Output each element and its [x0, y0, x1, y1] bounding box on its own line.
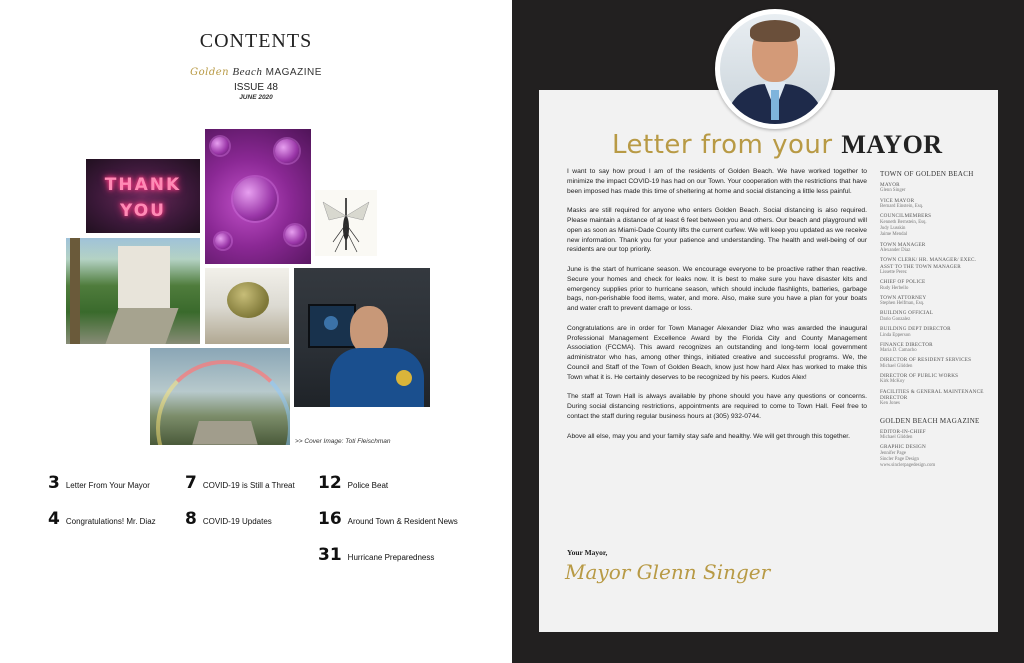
- staff-person: Kirk McKoy: [880, 379, 905, 385]
- toc-page-number: 31: [318, 545, 342, 565]
- staff-role: VICE MAYOR: [880, 197, 915, 204]
- staff-person: Michael Glidden: [880, 434, 913, 440]
- letter-paragraph: Congratulations are in order for Town Manager Alexander Diaz who was awarded the inaugural Professional Management Excellence Award by the Florida City and County Management Association (FCCMA). This award recognizes an outstanding and long-term local government administrator who has, among other things, initiated creative and successful programs. We, the Council and Staff of the Town of Golden Beach, know just how hard Alex has worked to make this Town what it is. He certainly deserves to be recognized by his peers. Kudos Alex!: [567, 324, 867, 381]
- toc-item[interactable]: [185, 509, 272, 529]
- staff-person: Glenn Singer: [880, 188, 906, 194]
- staff-person: Linda Epperson: [880, 332, 911, 338]
- staff-person: Sincler Page Design: [880, 456, 919, 462]
- toc-label: COVID-19 Updates: [202, 517, 272, 526]
- palm-trunk: [70, 238, 80, 344]
- mosquito-icon: [315, 190, 377, 256]
- toc-page-number: 16: [318, 509, 342, 529]
- town-manager-portrait-photo: [294, 268, 430, 407]
- town-seal-icon: [324, 316, 338, 330]
- mayor-tie: [771, 90, 779, 120]
- issue-date: JUNE 2020: [239, 94, 273, 101]
- toc-label: Around Town & Resident News: [347, 517, 458, 526]
- garden-house-photo: [66, 238, 200, 344]
- staff-role: BUILDING OFFICIAL: [880, 310, 934, 317]
- staff-person: Judy Lusskin: [880, 226, 906, 232]
- virus-particle: [233, 177, 277, 221]
- toc-page-number: 4: [48, 509, 60, 529]
- masthead-golden: Golden: [190, 67, 230, 78]
- letter-heading-light: Letter from your: [612, 130, 833, 160]
- neon-thank: THANK: [104, 175, 182, 195]
- staff-person: Kenneth Bernstein, Esq.: [880, 219, 927, 225]
- virus-particle: [215, 233, 231, 249]
- toc-page-number: 3: [48, 473, 60, 493]
- staff-role: FINANCE DIRECTOR: [880, 341, 933, 348]
- virus-particle: [275, 139, 299, 163]
- letter-paragraph: Above all else, may you and your family stay safe and healthy. We will get through this together.: [567, 432, 851, 440]
- street-road: [192, 421, 257, 445]
- staff-directory: [880, 170, 990, 473]
- toc-label: Hurricane Preparedness: [347, 553, 435, 562]
- mayor-hair: [750, 20, 800, 42]
- staff-role: EDITOR-IN-CHIEF: [880, 428, 926, 435]
- staff-person: Michael Glidden: [880, 363, 913, 369]
- staff-role: GRAPHIC DESIGN: [880, 444, 926, 451]
- virus-illustration-photo: [205, 129, 311, 264]
- letter-heading: [612, 130, 943, 160]
- masthead-beach: Beach: [232, 66, 263, 78]
- letter-body: [567, 167, 867, 451]
- staff-person: Stephen Helfman, Esq.: [880, 301, 925, 307]
- sculpture-photo: [205, 268, 289, 344]
- toc-item[interactable]: [48, 509, 156, 529]
- letter-paragraph: June is the start of hurricane season. We encourage everyone to be proactive rather than reactive. Secure your homes and check for leaks now. It is best to make sure you have disaster kits and emergency supplies prior to hurricane season, which should include flashlights, batteries, garbage bags, non-perishable food items, water, and more. Also, make sure you have a plan for your boats and water craft to prevent damage or loss.: [567, 265, 867, 313]
- staff-role: COUNCILMEMBERS: [880, 213, 932, 220]
- staff-role: MAYOR: [880, 182, 900, 188]
- staff-person: Lissette Perez: [880, 270, 907, 276]
- toc-page-number: 7: [185, 473, 197, 493]
- toc-label: Letter From Your Mayor: [65, 481, 150, 490]
- mayor-portrait: [720, 14, 830, 124]
- staff-role: DIRECTOR OF RESIDENT SERVICES: [880, 357, 972, 364]
- letter-heading-strong: MAYOR: [841, 130, 943, 159]
- staff-role: BUILDING DEPT DIRECTOR: [880, 326, 951, 333]
- staff-role: FACILITIES & GENERAL MAINTENANCE DIRECTOR: [880, 388, 984, 401]
- toc-label: Police Beat: [347, 481, 389, 490]
- toc-item[interactable]: [318, 473, 388, 493]
- staff-role: TOWN MANAGER: [880, 241, 926, 248]
- staff-role: DIRECTOR OF PUBLIC WORKS: [880, 372, 959, 379]
- neon-you: YOU: [120, 201, 166, 221]
- magazine-masthead: [0, 66, 512, 78]
- toc-label: COVID-19 is Still a Threat: [202, 481, 295, 490]
- mayor-signature: Mayor Glenn Singer: [565, 560, 771, 584]
- issue-number: ISSUE 48: [234, 82, 278, 93]
- letter-signoff: Your Mayor,: [567, 548, 608, 557]
- toc-item[interactable]: [48, 473, 150, 493]
- letter-paragraph: I want to say how proud I am of the residents of Golden Beach. We have worked together to minimize the impact COVID-19 has had on our Town. Your cooperation with the restrictions that have been imposed has made this time of sheltering at home and social distancing a little less painful.: [567, 168, 867, 195]
- virus-particle: [211, 137, 229, 155]
- staff-person: Bernard Einstein, Esq.: [880, 204, 924, 210]
- staff-person: Rudy Herbello: [880, 285, 909, 291]
- virus-particle: [285, 225, 305, 245]
- staff-section-title: GOLDEN BEACH MAGAZINE: [880, 416, 980, 425]
- toc-page-number: 12: [318, 473, 342, 493]
- cover-image-credit: >> Cover Image: Toti Fleischman: [295, 438, 391, 445]
- rainbow-street-photo: [150, 348, 290, 445]
- mosquito-illustration: [315, 190, 377, 256]
- thank-you-neon-photo: [86, 159, 200, 233]
- staff-person: Jennifer Page: [880, 450, 906, 456]
- staff-person: Ken Jones: [880, 401, 900, 407]
- staff-person: Alexander Diaz: [880, 248, 911, 254]
- letter-paragraph: Masks are still required for anyone who enters Golden Beach. Social distancing is also required. Please maintain a distance of at least 6 feet between you and others. Our beach and playground will open as soon as Miami-Dade County lifts the current curfew. We will keep you updated as we receive new information. Thank you for your patience and understanding. The health and well-being of our residents are our top priority.: [567, 207, 867, 254]
- toc-page-number: 8: [185, 509, 197, 529]
- staff-person: www.sinclerpagedesign.com: [880, 463, 936, 469]
- shirt-badge-icon: [396, 370, 412, 386]
- masthead-magazine: MAGAZINE: [265, 67, 322, 78]
- toc-item[interactable]: [185, 473, 295, 493]
- toc-label: Congratulations! Mr. Diaz: [65, 517, 156, 526]
- staff-section-title: TOWN OF GOLDEN BEACH: [880, 170, 974, 178]
- letter-paragraph: The staff at Town Hall is always available by phone should you have any questions or concerns. During social distancing restrictions, appointments are required to come to Town Hall. Feel free to contact the staff during regular business hours at (305) 932-0744.: [567, 393, 867, 420]
- toc-item[interactable]: [318, 509, 458, 529]
- mayor-photo-frame: [715, 9, 835, 129]
- staff-person: Maria D. Camacho: [880, 348, 917, 354]
- staff-role: TOWN CLERK/ HR. MANAGER/ EXEC. ASST TO THE TOWN MANAGER: [880, 257, 977, 270]
- staff-person: Jaime Mendal: [880, 232, 908, 238]
- staff-person: Dario Gonzalez: [880, 316, 911, 322]
- toc-item[interactable]: [318, 545, 434, 565]
- sculpture-object: [227, 282, 269, 318]
- contents-title: CONTENTS: [199, 30, 313, 52]
- person-head: [350, 306, 388, 354]
- staff-role: TOWN ATTORNEY: [880, 294, 927, 301]
- staff-role: CHIEF OF POLICE: [880, 279, 926, 286]
- house-wall: [118, 246, 170, 308]
- garden-path: [105, 308, 178, 344]
